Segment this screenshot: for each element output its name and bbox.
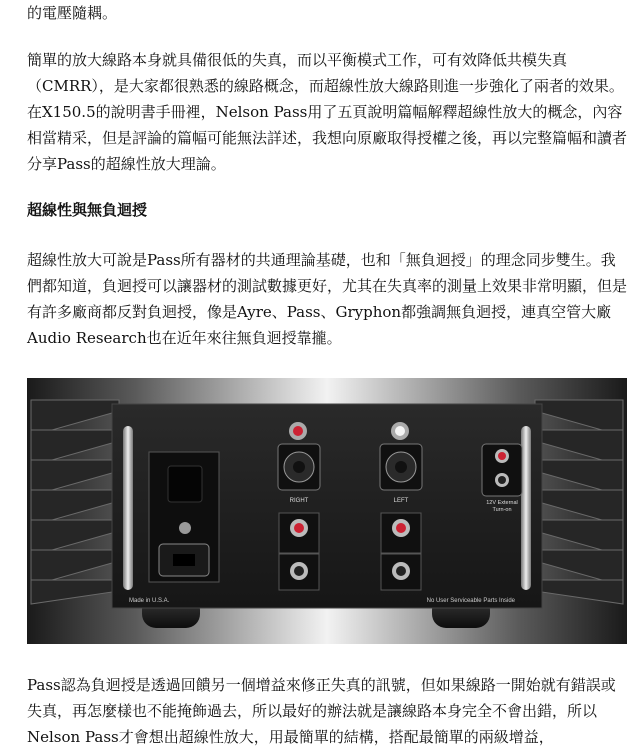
label-12v-line2: Turn-on	[492, 507, 512, 513]
left-handle	[123, 426, 133, 590]
amplifier-rear-panel-photo	[27, 378, 627, 644]
paragraph-1: 簡單的放大線路本身就具備很低的失真，而以平衡模式工作，可有效降低共模失真（CMRR），是大家都很熟悉的線路概念，而超線性放大線路則進一步強化了兩者的效果。在X150.5的說明書手冊裡，Nelson Pass用了五頁說明篇幅解釋超線性放大的概念，內容相當精采，但是評論的篇幅可能無法詳述，我想向原廠取得授權之後，再以完整篇幅和讀者分享Pass的超線性放大理論。	[27, 51, 628, 173]
ground-screw	[179, 522, 191, 534]
label-12v-line1: 12V External	[486, 500, 518, 506]
label-warning: No User Serviceable Parts Inside	[426, 598, 515, 604]
paragraph-2: 超線性放大可說是Pass所有器材的共通理論基礎，也和「無負迴授」的理念同步雙生。我們都知道，負迴授可以讓器材的測試數據更好，尤其在失真率的測量上效果非常明顯，但是有許多廠商都反對負迴授，像是Ayre、Pass、Gryphon都強調無負迴授，連真空管大廠Audio Research也在近年來往無負迴授靠攏。	[27, 251, 628, 347]
paragraph-tail: 的電壓隨耦。	[27, 4, 118, 22]
label-right: RIGHT	[289, 498, 309, 504]
trigger-group	[482, 444, 522, 496]
paragraph-3: Pass認為負迴授是透過回饋另一個增益來修正失真的訊號，但如果線路一開始就有錯誤或失真，再怎麼樣也不能掩飾過去，所以最好的辦法就是讓線路本身完全不會出錯，所以Nelson Pass才會想出超線性放大，用最簡單的結構，搭配最簡單的兩級增益，	[27, 676, 616, 746]
section-heading: 超線性與無負迴授	[27, 201, 148, 219]
label-left: LEFT	[393, 498, 409, 504]
label-made-in: Made in U.S.A.	[129, 598, 170, 604]
power-switch	[168, 466, 202, 502]
